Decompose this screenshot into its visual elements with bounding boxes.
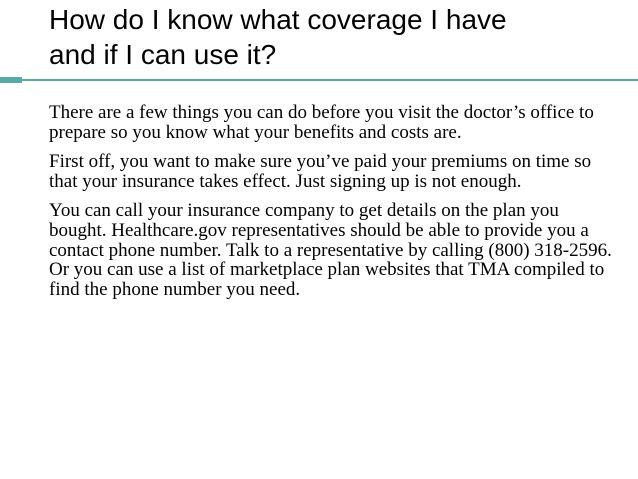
paragraph-intro: There are a few things you can do before you visit the doctor’s office to prepare so you know what your benefits and costs are. [49,102,594,143]
slide-title [49,2,629,72]
title-line-1: How do I know what coverage I have [49,4,507,35]
paragraph-premiums: First off, you want to make sure you’ve paid your premiums on time so that your insurance takes effect. Just signing up is not enough. [49,151,592,192]
slide-body [49,103,619,309]
title-line-2: and if I can use it? [49,39,277,70]
paragraph-contact: You can call your insurance company to get details on the plan you bought. Healthcare.gov representatives should be able to provide you a contact phone number. Talk to a representative by calling (800) 318-2596. Or you can use a list of marketplace plan websites that TMA compiled to find the phone number you need. [49,200,612,300]
title-rule-accent [0,77,22,83]
title-rule-line [22,79,638,81]
